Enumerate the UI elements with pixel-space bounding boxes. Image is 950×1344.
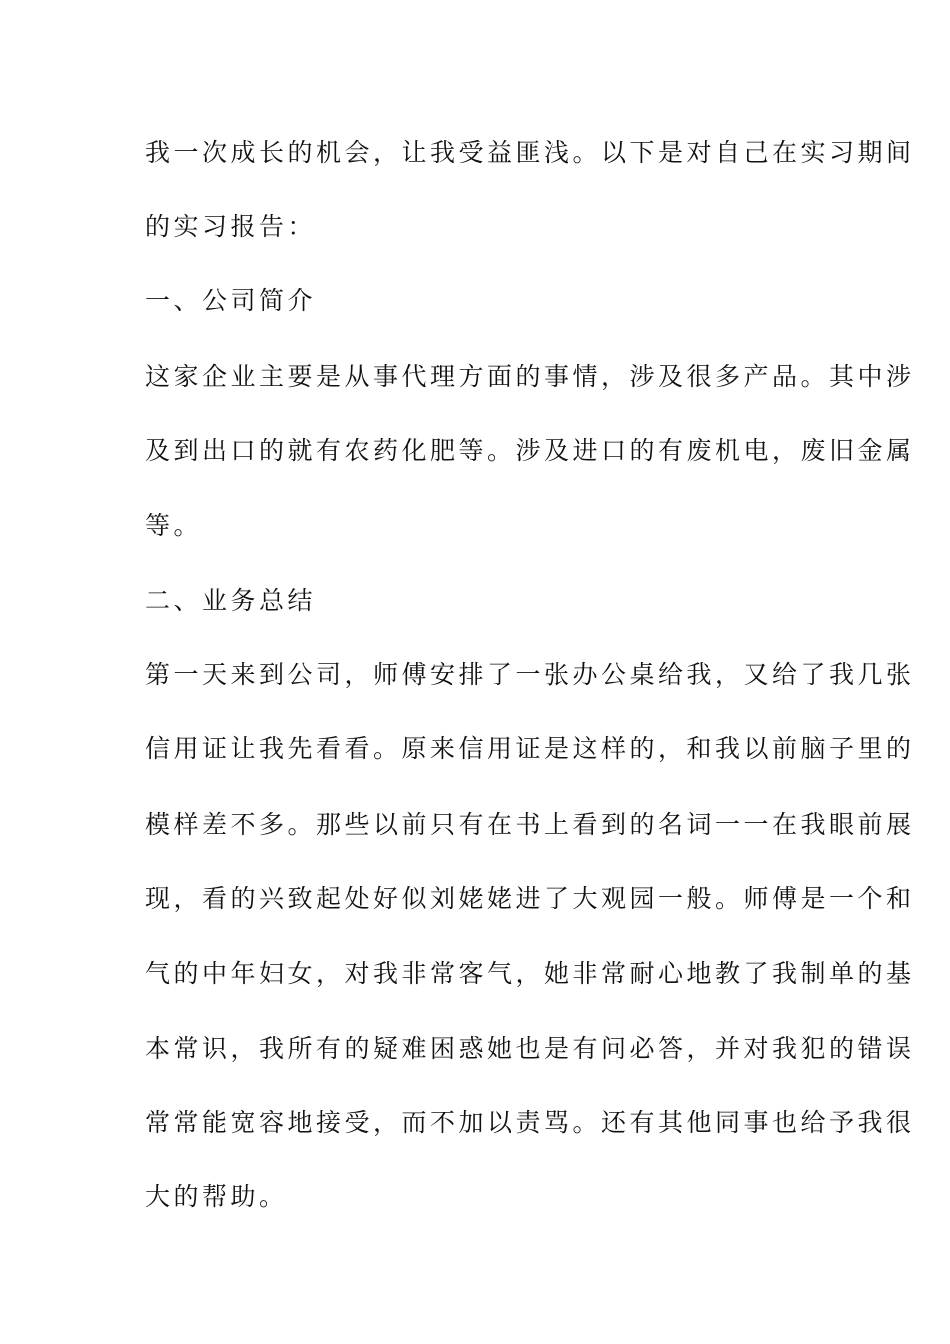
- paragraph-line: 我一次成长的机会，让我受益匪浅。以下是对自己在实习期间: [145, 138, 915, 167]
- section-heading-business-summary: 二、业务总结: [145, 586, 317, 615]
- paragraph-line: 本常识，我所有的疑难困惑她也是有问必答，并对我犯的错误: [145, 1034, 915, 1063]
- paragraph-line: 气的中年妇女，对我非常客气，她非常耐心地教了我制单的基: [145, 959, 915, 988]
- paragraph-line: 信用证让我先看看。原来信用证是这样的，和我以前脑子里的: [145, 734, 915, 763]
- paragraph-line: 现，看的兴致起处好似刘姥姥进了大观园一般。师傅是一个和: [145, 884, 915, 913]
- paragraph-line: 模样差不多。那些以前只有在书上看到的名词一一在我眼前展: [145, 810, 915, 839]
- paragraph-line: 大的帮助。: [145, 1182, 288, 1211]
- paragraph-line: 及到出口的就有农药化肥等。涉及进口的有废机电，废旧金属: [145, 436, 915, 465]
- section-heading-company-intro: 一、公司简介: [145, 286, 317, 315]
- paragraph-line: 这家企业主要是从事代理方面的事情，涉及很多产品。其中涉: [145, 362, 915, 391]
- paragraph-line: 的实习报告：: [145, 212, 317, 241]
- paragraph-line: 等。: [145, 511, 203, 540]
- paragraph-line: 常常能宽容地接受，而不加以责骂。还有其他同事也给予我很: [145, 1108, 915, 1137]
- paragraph-line: 第一天来到公司，师傅安排了一张办公桌给我，又给了我几张: [145, 660, 915, 689]
